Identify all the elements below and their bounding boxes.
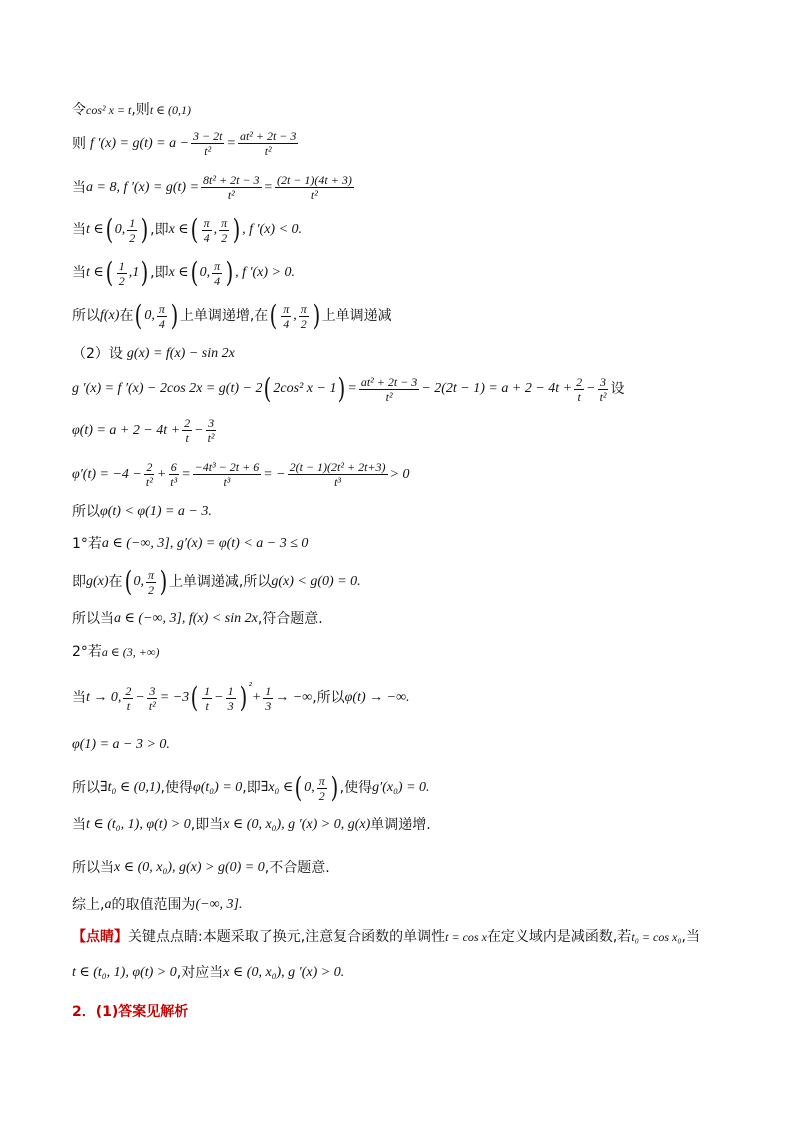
math: x ∈ (0, x₀), g ′(x) > 0, g(x): [223, 817, 371, 832]
fraction: $\frac{2}{t}$: [184, 416, 191, 445]
line-existence: 所以 ∃t₀ ∈ (0,1) ,使得 φ(t₀) = 0 ,即 ∃x₀ ∈ ( 0, $\frac{\pi}{2}$ ) ,使得 g′(x₀) = 0.: [72, 771, 430, 804]
math: g(x): [86, 574, 109, 589]
math: (−∞, 3].: [195, 897, 243, 912]
math: φ(t) < φ(1) = a − 3.: [100, 504, 212, 519]
text: 所以: [72, 504, 100, 520]
math: φ(1) = a − 3 > 0.: [72, 737, 170, 752]
text: 则: [72, 135, 86, 152]
text: ,使得: [339, 780, 373, 796]
math: > 0: [389, 466, 410, 482]
line-case1-decreasing: 即 g(x) 在 ( 0, $\frac{\pi}{2}$ ) 上单调递减,所以 g(x) < g(0) = 0.: [72, 565, 361, 598]
fraction: $\frac{1}{t}$: [204, 683, 211, 713]
text: 单调递增.: [370, 817, 431, 833]
text: 所以当: [72, 611, 114, 627]
math: − 2(2t − 1) = a + 2 − 4t +: [421, 381, 573, 396]
math: x ∈: [168, 265, 189, 280]
math: =: [226, 135, 236, 151]
text: ,即: [150, 265, 169, 281]
math: g′(x₀) = 0.: [372, 780, 430, 795]
fraction: $\frac{1}{2}$: [118, 258, 125, 288]
text: 的取值范围为: [111, 897, 196, 913]
fraction: $\frac{2}{t}$: [576, 374, 583, 404]
text: ,所以: [312, 690, 345, 706]
text: （2）设: [72, 346, 123, 362]
line-derivative: [72, 130, 300, 157]
text: 所以: [72, 308, 100, 324]
math: g(x) = f(x) − sin 2x: [126, 346, 235, 361]
math: 0,: [144, 308, 155, 323]
line-not-satisfied: [72, 861, 330, 875]
text: 上单调递增,在: [179, 308, 269, 324]
fraction: $\frac{3}{\text{t²}}$: [148, 683, 156, 713]
math: ∃t₀ ∈ (0,1): [100, 780, 161, 795]
math: +: [251, 690, 262, 705]
math: t ∈ (t₀, 1), φ(t) > 0: [86, 817, 191, 832]
answer-heading: 2．(1)答案见解析: [72, 1004, 189, 1020]
line-monotonic: 所以 f(x) 在 ( 0, $\frac{\pi}{4}$ ) 上单调递增,在 ( $\frac{\pi}{4}$ , $\frac{\pi}{2}$ ) 上单调递减: [72, 299, 392, 332]
fraction: $\frac{\text{−4t³ − 2t + 6}}{\text{t³}}$: [194, 460, 260, 489]
line-key-point: [72, 930, 700, 944]
math: a: [104, 897, 112, 912]
text: 当: [72, 817, 86, 833]
math: t → 0,: [86, 690, 122, 705]
math: t₀ = cos x₀: [631, 930, 682, 944]
text: 综上,: [72, 897, 105, 913]
text: 所以当: [72, 860, 114, 876]
math: φ(t) = a + 2 − 4t +: [72, 422, 181, 438]
math: g(x) < g(0) = 0.: [271, 574, 361, 589]
fraction: $\frac{3}{\text{t²}}$: [599, 374, 607, 404]
line-case1: [72, 537, 308, 551]
fraction: $\frac{\pi}{4}$: [214, 258, 221, 288]
text: 令: [72, 102, 86, 118]
line-phi: [72, 417, 219, 444]
text: 在: [119, 308, 134, 324]
text: 当: [72, 265, 86, 281]
line-summary: [72, 898, 243, 912]
fraction: $\frac{\pi}{2}$: [147, 567, 154, 597]
text: ,即当: [190, 817, 224, 833]
math: −: [586, 381, 596, 396]
math: f(x): [100, 308, 120, 323]
line-part2: [72, 347, 235, 361]
text: ,则: [131, 102, 150, 118]
math: 2cos² x − 1: [273, 381, 337, 396]
math: x ∈ (0, x₀), g ′(x) > 0.: [223, 965, 345, 980]
math: =: [181, 466, 191, 482]
text: ,对应当: [176, 965, 224, 981]
line-phi-bound: [72, 505, 212, 519]
key-point-label: 【点睛】: [72, 929, 128, 945]
fraction: $\frac{(2t - 1)(4t + 3)}{\text{t²}}$: [276, 173, 352, 202]
math: g ′(x) = f ′(x) − 2cos 2x = g(t) − 2: [72, 381, 263, 396]
line-substitution: [72, 103, 191, 117]
math: a = 8, f ′(x) = g(t) =: [86, 179, 200, 195]
math: x ∈: [168, 222, 189, 237]
fraction: $\frac{\pi}{4}$: [283, 301, 290, 331]
fraction: $\frac{1}{3}$: [227, 683, 234, 713]
line-limit: 当 t → 0, $\frac{2}{t}$ − $\frac{3}{\text{t²}}$ = −3 ( $\frac{1}{t}$ − $\frac{1}{3}$ ) ² + $\frac{1}{3}$ → −∞ ,所以 φ(t) → −∞.: [72, 679, 410, 714]
math: −: [194, 422, 204, 438]
line-case-a8: [72, 174, 356, 201]
line-next-answer: [72, 1005, 188, 1019]
math: , f ′(x) > 0.: [235, 265, 295, 280]
fraction: $\frac{\pi}{2}$: [300, 301, 307, 331]
text: 上单调递减,所以: [168, 574, 272, 590]
math: φ′(t) = −4 −: [72, 466, 142, 482]
math: a ∈ (−∞, 3], g′(x) = φ(t) < a − 3 ≤ 0: [101, 536, 309, 551]
fraction: $\frac{\pi}{2}$: [221, 215, 228, 245]
math: 0,: [114, 222, 126, 237]
math: φ(t) → −∞.: [344, 690, 410, 705]
text: 关键点点睛:本题采取了换元,注意复合函数的单调性: [128, 929, 446, 945]
math: =: [263, 179, 273, 195]
math: φ(t₀) = 0: [193, 780, 243, 795]
text: ,符合题意.: [257, 611, 323, 627]
line-key-point-cont: [72, 966, 344, 980]
math: a ∈ (3, +∞): [101, 645, 160, 659]
line-interval-2: 当 t ∈ ( $\frac{1}{2}$ ,1 ) ,即 x ∈ ( 0, $\frac{\pi}{4}$ ) , f ′(x) > 0.: [72, 256, 295, 289]
fraction: $\frac{\pi}{4}$: [203, 215, 210, 245]
fraction: $\frac{6}{\text{t³}}$: [170, 460, 178, 489]
line-case1-conclusion: [72, 612, 323, 626]
text: 设: [610, 381, 625, 397]
fraction: $\frac{\text{8t² + 2t − 3}}{\text{t²}}$: [203, 173, 260, 202]
text: 1°若: [72, 536, 102, 552]
text: ,不合题意.: [264, 860, 330, 876]
line-interval-1: 当 t ∈ ( 0, $\frac{1}{2}$ ) ,即 x ∈ ( $\frac{\pi}{4}$ , $\frac{\pi}{2}$ ) , f ′(x) < 0.: [72, 213, 303, 246]
text: 即: [72, 574, 86, 590]
math: t = cos x: [445, 930, 487, 944]
text: 在定义域内是减函数,若: [486, 929, 632, 945]
math: → −∞: [275, 690, 313, 705]
math: f ′(x) = g(t) = a −: [90, 135, 190, 151]
math: cos² x = t: [86, 103, 132, 117]
math: t ∈ (t₀, 1), φ(t) > 0: [72, 965, 177, 980]
line-increasing: [72, 818, 431, 832]
math: = −3: [159, 690, 190, 705]
math: 0,: [199, 265, 211, 280]
math: t ∈: [86, 222, 104, 237]
fraction: $\frac{\pi}{4}$: [158, 301, 165, 331]
text: 上单调递减: [321, 308, 392, 324]
fraction: $\frac{2}{t}$: [125, 683, 132, 713]
math: +: [156, 466, 167, 482]
line-phi-one: [72, 738, 170, 752]
text: 在: [108, 574, 123, 590]
math: ∃x₀ ∈: [260, 780, 294, 795]
text: ,即: [150, 222, 169, 238]
fraction: $\frac{\text{at² + 2t − 3}}{\text{t²}}$: [360, 374, 418, 404]
text: ,当: [681, 929, 700, 945]
math: ²: [248, 679, 252, 692]
text: 当: [72, 179, 86, 196]
text: 所以: [72, 780, 100, 796]
text: 2°若: [72, 644, 102, 660]
text: ,即: [242, 780, 261, 796]
text: ,使得: [160, 780, 193, 796]
fraction: $\frac{1}{2}$: [129, 215, 136, 245]
math: −: [135, 690, 145, 705]
line-gprime: g ′(x) = f ′(x) − 2cos 2x = g(t) − 2 ( 2cos² x − 1 ) = $\frac{\text{at² + 2t − 3}}{\text{t²}}$ − 2(2t − 1) = a + 2 − 4t + $\frac{2}{t}$ − $\frac{3}{\text{t²}}$ 设: [72, 372, 625, 405]
text: 当: [72, 690, 86, 706]
fraction: $\frac{3}{\text{t²}}$: [207, 416, 215, 445]
text: 当: [72, 222, 86, 238]
fraction: $\frac{\text{at² + 2t − 3}}{\text{t²}}$: [239, 129, 297, 158]
math: a ∈ (−∞, 3], f(x) < sin 2x: [114, 611, 258, 626]
math: x ∈ (0, x₀), g(x) > g(0) = 0: [114, 860, 265, 875]
fraction: $\frac{3 - 2t}{\text{t²}}$: [193, 129, 223, 158]
math: t ∈ (0,1): [149, 103, 192, 117]
math: = −: [263, 466, 286, 482]
math: =: [347, 381, 357, 396]
math: ,1: [128, 265, 140, 280]
fraction: $\frac{\text{2(t − 1)(2t² + 2t+3)}}{\text{t³}}$: [289, 460, 386, 489]
fraction: $\frac{1}{3}$: [265, 683, 272, 713]
math: −: [214, 690, 224, 705]
math: , f ′(x) < 0.: [242, 222, 303, 237]
line-phi-prime: [72, 461, 409, 488]
fraction: $\frac{\pi}{2}$: [318, 773, 325, 803]
math: 0,: [304, 780, 315, 795]
math: t ∈: [86, 265, 104, 280]
math: 0,: [133, 574, 144, 589]
line-case2: [72, 645, 159, 659]
fraction: $\frac{2}{\text{t²}}$: [145, 460, 153, 489]
